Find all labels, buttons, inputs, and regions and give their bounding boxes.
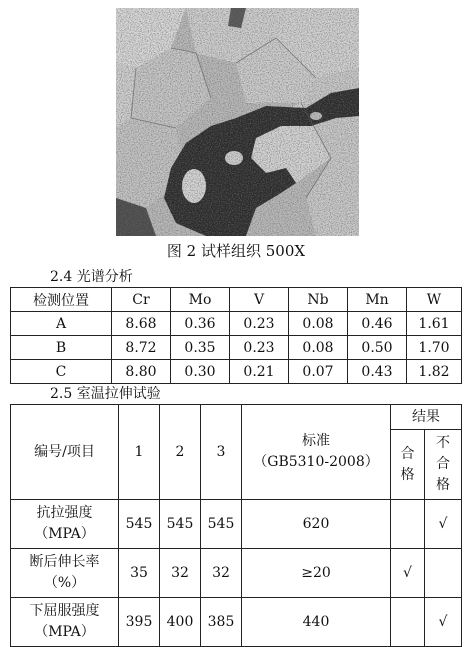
spectral-section-heading: 2.4 光谱分析 — [50, 269, 133, 285]
table-cell: 32 — [160, 549, 201, 598]
header-cell: W — [407, 288, 462, 312]
table-row — [11, 312, 462, 336]
table-cell: 35 — [119, 549, 160, 598]
header-cell-sample: 1 — [119, 405, 160, 500]
table-cell: 400 — [160, 598, 201, 647]
table-header-row — [11, 288, 462, 312]
table-row — [11, 500, 462, 549]
table-row — [11, 336, 462, 360]
header-cell: Mo — [171, 288, 230, 312]
table-cell: 0.23 — [230, 312, 289, 336]
row-unit: （MPA） — [34, 624, 95, 640]
header-cell-pass — [391, 430, 425, 500]
micrograph-image — [116, 8, 359, 236]
table-row — [11, 598, 462, 647]
spectral-table — [10, 287, 462, 384]
row-unit: （%） — [43, 575, 86, 591]
tensile-table — [10, 404, 462, 647]
table-cell: 545 — [119, 500, 160, 549]
row-label-cell — [11, 500, 119, 549]
row-label: 断后伸长率 — [29, 554, 100, 570]
row-label: 抗拉强度 — [36, 505, 93, 521]
row-unit: （MPA） — [34, 526, 95, 542]
row-label: 下屈服强度 — [29, 603, 100, 619]
table-cell: 385 — [201, 598, 242, 647]
table-cell: 0.08 — [289, 312, 348, 336]
table-cell: 0.07 — [289, 360, 348, 384]
table-row — [11, 360, 462, 384]
table-cell: 0.35 — [171, 336, 230, 360]
header-cell-result: 结果 — [391, 405, 462, 430]
table-cell: 620 — [242, 500, 391, 549]
header-cell: 检测位置 — [11, 288, 112, 312]
table-cell: 1.82 — [407, 360, 462, 384]
table-cell: 440 — [242, 598, 391, 647]
table-cell: 1.70 — [407, 336, 462, 360]
header-cell: Nb — [289, 288, 348, 312]
figure-caption: 图 2 试样组织 500X — [166, 242, 306, 260]
fail-label-line: 不 — [436, 435, 450, 451]
row-label-cell — [11, 549, 119, 598]
pass-label-line: 合 — [400, 445, 415, 462]
fail-mark: √ — [425, 598, 462, 647]
table-row — [11, 549, 462, 598]
table-cell: 0.30 — [171, 360, 230, 384]
fail-label-line: 合 — [436, 456, 450, 472]
header-cell-standard — [242, 405, 391, 500]
table-cell: 0.50 — [348, 336, 407, 360]
table-cell: B — [11, 336, 112, 360]
table-cell: 0.08 — [289, 336, 348, 360]
tensile-section-heading: 2.5 室温拉伸试验 — [50, 386, 161, 402]
pass-label-line: 格 — [400, 466, 415, 483]
header-cell-fail — [425, 430, 462, 500]
table-cell: C — [11, 360, 112, 384]
pass-mark: √ — [391, 549, 425, 598]
table-cell: 545 — [160, 500, 201, 549]
table-cell: 0.21 — [230, 360, 289, 384]
pass-mark — [391, 598, 425, 647]
table-cell: 0.43 — [348, 360, 407, 384]
table-cell: 0.46 — [348, 312, 407, 336]
table-cell: A — [11, 312, 112, 336]
table-header-row — [11, 405, 462, 430]
row-label-cell — [11, 598, 119, 647]
table-cell: 395 — [119, 598, 160, 647]
fail-mark: √ — [425, 500, 462, 549]
table-cell: 545 — [201, 500, 242, 549]
pass-mark — [391, 500, 425, 549]
table-cell: 0.36 — [171, 312, 230, 336]
header-cell: V — [230, 288, 289, 312]
header-cell-item: 编号/项目 — [11, 405, 119, 500]
table-cell: 32 — [201, 549, 242, 598]
fail-mark — [425, 549, 462, 598]
table-cell: 8.72 — [112, 336, 171, 360]
table-cell: 8.80 — [112, 360, 171, 384]
header-cell: Mn — [348, 288, 407, 312]
header-cell-sample: 2 — [160, 405, 201, 500]
standard-code: （GB5310-2008） — [253, 454, 379, 470]
standard-label: 标准 — [302, 433, 330, 449]
header-cell-sample: 3 — [201, 405, 242, 500]
table-cell: ≥20 — [242, 549, 391, 598]
table-cell: 1.61 — [407, 312, 462, 336]
header-cell: Cr — [112, 288, 171, 312]
fail-label-line: 格 — [436, 477, 450, 493]
table-cell: 0.23 — [230, 336, 289, 360]
table-cell: 8.68 — [112, 312, 171, 336]
